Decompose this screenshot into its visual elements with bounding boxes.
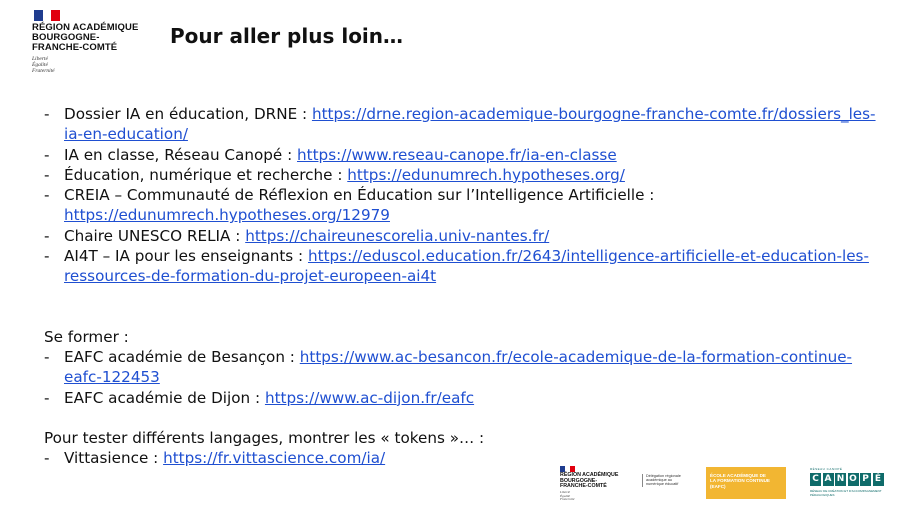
region-academique-logo xyxy=(32,10,152,74)
canope-bottom-text: RÉSEAU DE CRÉATION ET D'ACCOMPAGNEMENT PÉDAGOGIQUES xyxy=(810,489,882,497)
resource-link[interactable]: https://edunumrech.hypotheses.org/ xyxy=(347,165,625,184)
resource-link[interactable]: https://chaireunescorelia.univ-nantes.fr/ xyxy=(245,226,550,245)
resource-link[interactable]: https://drne.region-academique-bourgogne-franche-comte.fr/dossiers_les-ia-en-education/ xyxy=(64,105,876,144)
training-link[interactable]: https://www.ac-dijon.fr/eafc xyxy=(264,388,475,407)
slide-content xyxy=(44,104,884,468)
resource-link[interactable]: https://eduscol.education.fr/2643/intelligence-artificielle-et-education-les-ressources-de-formation-du-projet-europeen-ai4t xyxy=(64,247,869,286)
canope-logo xyxy=(810,467,892,499)
logo-motto-line: Fraternité xyxy=(32,68,55,74)
item-label: Chaire UNESCO RELIA : xyxy=(64,226,246,245)
logo-name-line: FRANCHE-COMTÉ xyxy=(32,42,118,53)
training-heading: Se former : xyxy=(44,327,129,346)
logo-name-line: RÉGION ACADÉMIQUE xyxy=(32,22,139,33)
item-label: AI4T – IA pour les enseignants : xyxy=(64,247,308,266)
eafc-line: LA FORMATION CONTINUE xyxy=(710,478,770,484)
footer-motto-line: Liberté xyxy=(560,489,571,494)
resource-list xyxy=(44,104,884,287)
page-title: Pour aller plus loin… xyxy=(170,24,404,48)
footer-region-logo xyxy=(560,466,640,502)
canope-top-text: RÉSEAU CANOPÉ xyxy=(810,467,843,471)
list-item xyxy=(44,104,884,145)
canope-letter: O xyxy=(849,474,857,484)
footer-delegation-text xyxy=(642,474,704,487)
logo-motto xyxy=(32,56,152,74)
list-item xyxy=(44,145,884,165)
item-label: IA en classe, Réseau Canopé : xyxy=(64,145,298,164)
canope-letter: É xyxy=(873,473,884,486)
testing-heading: Pour tester différents langages, montrer les « tokens »… : xyxy=(44,428,485,447)
canope-letters xyxy=(810,473,892,486)
delegation-line: Délégation régionale xyxy=(646,474,681,478)
list-item xyxy=(44,226,884,246)
logo-name-line: BOURGOGNE- xyxy=(32,32,100,43)
french-flag-icon xyxy=(34,10,60,21)
footer-region-line: RÉGION ACADÉMIQUE xyxy=(560,472,619,478)
footer-region-line: FRANCHE-COMTÉ xyxy=(560,483,607,490)
footer-motto-line: Égalité xyxy=(560,493,571,498)
delegation-line: académique au xyxy=(646,478,672,483)
canope-letter: P xyxy=(860,473,871,486)
item-label: CREIA – Communauté de Réflexion en Éducation sur l’Intelligence Artificielle : xyxy=(64,186,655,205)
eafc-line: (EAFC) xyxy=(710,483,726,489)
resource-link[interactable]: https://www.reseau-canope.fr/ia-en-classe xyxy=(297,145,617,164)
footer-region-name xyxy=(560,473,640,490)
eafc-logo xyxy=(706,467,786,499)
testing-link[interactable]: https://fr.vittascience.com/ia/ xyxy=(163,449,386,468)
logo-motto-line: Égalité xyxy=(32,62,48,68)
footer-motto-line: Fraternité xyxy=(560,497,575,502)
delegation-line: numérique éducatif xyxy=(646,482,679,487)
list-item xyxy=(44,246,884,287)
list-item xyxy=(44,347,884,388)
training-list xyxy=(44,347,884,408)
resource-link[interactable]: https://edunumrech.hypotheses.org/12979 xyxy=(64,206,390,225)
footer-logos xyxy=(558,464,892,500)
canope-letter: A xyxy=(823,473,834,486)
item-label: EAFC académie de Besançon : xyxy=(64,347,300,366)
list-item xyxy=(44,185,884,226)
canope-letter: N xyxy=(836,474,845,484)
item-label: Dossier IA en éducation, DRNE : xyxy=(64,105,312,123)
canope-letter: C xyxy=(810,473,821,486)
logo-name xyxy=(32,23,152,53)
training-link[interactable]: https://www.ac-besancon.fr/ecole-academique-de-la-formation-continue-eafc-122453 xyxy=(64,347,853,387)
eafc-line: ÉCOLE ACADÉMIQUE DE xyxy=(710,473,766,478)
list-item xyxy=(44,388,884,408)
item-label: Vittasience : xyxy=(64,449,164,468)
footer-region-line: BOURGOGNE- xyxy=(560,477,598,484)
logo-motto-line: Liberté xyxy=(32,56,48,62)
item-label: Éducation, numérique et recherche : xyxy=(64,165,348,184)
footer-region-motto xyxy=(560,491,640,502)
list-item xyxy=(44,165,884,185)
item-label: EAFC académie de Dijon : xyxy=(64,388,265,407)
